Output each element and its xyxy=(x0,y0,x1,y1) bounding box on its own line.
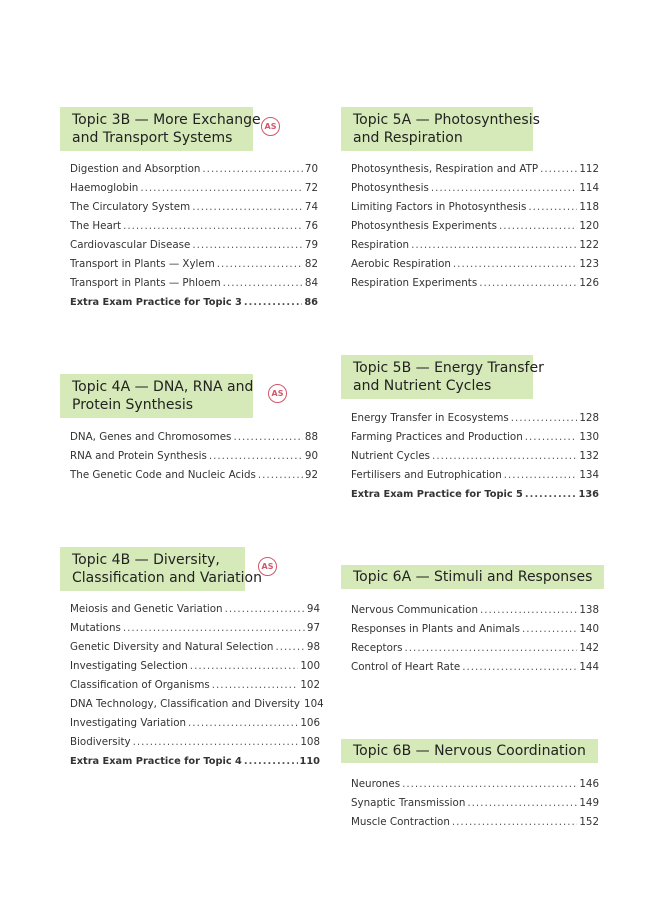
toc-entry[interactable] xyxy=(70,600,320,619)
section-topic-5b xyxy=(341,355,599,500)
entry-page: 122 xyxy=(579,239,599,251)
toc-entry-exam-practice[interactable] xyxy=(70,752,320,771)
entry-page: 134 xyxy=(579,469,599,481)
entry-page: 130 xyxy=(579,431,599,443)
topic-header xyxy=(341,355,599,397)
entry-label: Photosynthesis Experiments xyxy=(351,220,497,232)
entry-label: Photosynthesis xyxy=(351,182,429,194)
entry-label: Classification of Organisms xyxy=(70,679,210,691)
entry-list xyxy=(351,160,599,293)
entry-page: 100 xyxy=(300,660,320,672)
entry-page: 76 xyxy=(304,220,318,232)
entry-label: Photosynthesis, Respiration and ATP xyxy=(351,163,539,175)
toc-entry[interactable] xyxy=(70,676,320,695)
topic-title-line-1: Topic 6B — Nervous Coordination xyxy=(353,743,586,759)
entry-page: 86 xyxy=(304,297,318,308)
entry-label: Mutations xyxy=(70,622,121,634)
entry-page: 82 xyxy=(304,258,318,270)
section-topic-6a xyxy=(341,565,599,673)
entry-page: 136 xyxy=(578,489,599,500)
toc-entry[interactable] xyxy=(70,466,318,485)
toc-entry[interactable] xyxy=(70,695,324,714)
toc-entry[interactable] xyxy=(351,255,599,274)
as-level-badge-icon: AS xyxy=(261,117,280,136)
toc-entry[interactable] xyxy=(351,198,599,217)
entry-label: Respiration xyxy=(351,239,410,251)
toc-entry[interactable] xyxy=(351,658,599,677)
toc-entry-exam-practice[interactable] xyxy=(351,485,599,504)
toc-entry[interactable] xyxy=(351,160,599,179)
as-level-badge-icon: AS xyxy=(268,384,287,403)
entry-label: Haemoglobin xyxy=(70,182,139,194)
toc-entry[interactable] xyxy=(70,198,318,217)
topic-title-line-2: and Transport Systems xyxy=(72,130,233,146)
entry-page: 98 xyxy=(306,641,320,653)
entry-label: Digestion and Absorption xyxy=(70,163,201,175)
toc-entry[interactable] xyxy=(70,255,318,274)
toc-entry[interactable] xyxy=(351,794,599,813)
entry-label: The Genetic Code and Nucleic Acids xyxy=(70,469,256,481)
toc-entry[interactable] xyxy=(70,733,320,752)
toc-entry[interactable] xyxy=(70,638,320,657)
toc-entry[interactable] xyxy=(70,619,320,638)
toc-entry[interactable] xyxy=(351,274,599,293)
topic-title xyxy=(60,547,262,591)
topic-title xyxy=(60,374,253,418)
entry-page: 94 xyxy=(306,603,320,615)
entry-label: Extra Exam Practice for Topic 5 xyxy=(351,489,523,500)
section-topic-4b xyxy=(60,547,324,767)
toc-entry-exam-practice[interactable] xyxy=(70,293,318,312)
topic-title-line-1: Topic 3B — More Exchange xyxy=(72,112,261,128)
entry-label: Nutrient Cycles xyxy=(351,450,431,462)
entry-label: Control of Heart Rate xyxy=(351,661,461,673)
toc-entry[interactable] xyxy=(351,620,599,639)
entry-label: Transport in Plants — Phloem xyxy=(70,277,221,289)
toc-entry[interactable] xyxy=(351,639,599,658)
entry-page: 118 xyxy=(579,201,599,213)
toc-entry[interactable] xyxy=(70,179,318,198)
toc-entry[interactable] xyxy=(70,217,318,236)
entry-page: 102 xyxy=(300,679,320,691)
entry-page: 92 xyxy=(304,469,318,481)
entry-page: 114 xyxy=(579,182,599,194)
entry-label: Limiting Factors in Photosynthesis xyxy=(351,201,527,213)
entry-page: 149 xyxy=(579,797,599,809)
topic-title xyxy=(60,107,261,151)
entry-label: Genetic Diversity and Natural Selection xyxy=(70,641,274,653)
entry-label: Cardiovascular Disease xyxy=(70,239,191,251)
entry-label: Muscle Contraction xyxy=(351,816,450,828)
entry-page: 74 xyxy=(304,201,318,213)
entry-list xyxy=(351,409,599,504)
toc-entry[interactable] xyxy=(70,274,318,293)
entry-page: 146 xyxy=(579,778,599,790)
entry-label: Receptors xyxy=(351,642,403,654)
entry-page: 152 xyxy=(579,816,599,828)
entry-page: 97 xyxy=(306,622,320,634)
toc-entry[interactable] xyxy=(351,428,599,447)
entry-label: Energy Transfer in Ecosystems xyxy=(351,412,509,424)
entry-list xyxy=(70,160,318,312)
toc-entry[interactable] xyxy=(351,236,599,255)
topic-title-line-2: and Respiration xyxy=(353,130,463,146)
entry-page: 90 xyxy=(304,450,318,462)
entry-label: Aerobic Respiration xyxy=(351,258,451,270)
entry-page: 112 xyxy=(579,163,599,175)
entry-label: DNA, Genes and Chromosomes xyxy=(70,431,232,443)
entry-page: 88 xyxy=(304,431,318,443)
toc-entry[interactable] xyxy=(70,657,320,676)
entry-label: Respiration Experiments xyxy=(351,277,478,289)
entry-label: Investigating Selection xyxy=(70,660,188,672)
section-topic-3b xyxy=(60,107,318,308)
entry-label: Transport in Plants — Xylem xyxy=(70,258,215,270)
toc-entry[interactable] xyxy=(351,775,599,794)
entry-label: Biodiversity xyxy=(70,736,131,748)
entry-page: 110 xyxy=(299,756,320,767)
entry-page: 79 xyxy=(304,239,318,251)
topic-title xyxy=(341,565,604,589)
toc-entry[interactable] xyxy=(70,447,318,466)
toc-entry[interactable] xyxy=(351,179,599,198)
entry-page: 144 xyxy=(579,661,599,673)
entry-label: Farming Practices and Production xyxy=(351,431,523,443)
entry-label: Extra Exam Practice for Topic 3 xyxy=(70,297,242,308)
topic-title xyxy=(341,107,540,151)
section-topic-5a xyxy=(341,107,599,289)
entry-label: Responses in Plants and Animals xyxy=(351,623,520,635)
topic-title-line-2: Classification and Variation xyxy=(72,570,262,586)
topic-header xyxy=(341,565,599,591)
entry-label: Nervous Communication xyxy=(351,604,478,616)
entry-list xyxy=(351,775,599,832)
toc-entry[interactable] xyxy=(351,813,599,832)
entry-page: 106 xyxy=(300,717,320,729)
section-topic-4a xyxy=(60,374,318,481)
entry-label: Investigating Variation xyxy=(70,717,187,729)
entry-page: 140 xyxy=(579,623,599,635)
entry-page: 84 xyxy=(304,277,318,289)
topic-title xyxy=(341,739,598,763)
toc-entry[interactable] xyxy=(351,447,599,466)
entry-label: Neurones xyxy=(351,778,401,790)
entry-page: 128 xyxy=(579,412,599,424)
entry-label: RNA and Protein Synthesis xyxy=(70,450,207,462)
topic-title xyxy=(341,355,544,399)
toc-entry[interactable] xyxy=(351,217,599,236)
entry-label: Fertilisers and Eutrophication xyxy=(351,469,502,481)
entry-list xyxy=(351,601,599,677)
topic-title-line-2: Protein Synthesis xyxy=(72,397,194,413)
topic-title-line-2: and Nutrient Cycles xyxy=(353,378,492,394)
entry-label: Extra Exam Practice for Topic 4 xyxy=(70,756,242,767)
topic-header xyxy=(60,107,318,149)
topic-title-line-1: Topic 4B — Diversity, xyxy=(72,552,220,568)
topic-header xyxy=(60,547,320,589)
topic-title-line-1: Topic 6A — Stimuli and Responses xyxy=(353,569,593,585)
entry-label: Meiosis and Genetic Variation xyxy=(70,603,223,615)
entry-label: Synaptic Transmission xyxy=(351,797,466,809)
entry-page: 142 xyxy=(579,642,599,654)
topic-header xyxy=(341,739,599,765)
entry-page: 126 xyxy=(579,277,599,289)
topic-title-line-1: Topic 4A — DNA, RNA and xyxy=(72,379,254,395)
entry-page: 70 xyxy=(304,163,318,175)
entry-label: The Circulatory System xyxy=(70,201,191,213)
entry-page: 132 xyxy=(579,450,599,462)
entry-label: The Heart xyxy=(70,220,122,232)
entry-page: 120 xyxy=(579,220,599,232)
entry-label: DNA Technology, Classification and Diversity xyxy=(70,698,301,710)
topic-title-line-1: Topic 5B — Energy Transfer xyxy=(353,360,544,376)
entry-page: 108 xyxy=(300,736,320,748)
toc-entry[interactable] xyxy=(70,428,318,447)
entry-page: 123 xyxy=(579,258,599,270)
toc-entry[interactable] xyxy=(70,160,318,179)
as-level-badge-icon: AS xyxy=(258,557,277,576)
entry-page: 138 xyxy=(579,604,599,616)
topic-header xyxy=(341,107,599,149)
toc-entry[interactable] xyxy=(351,601,599,620)
toc-entry[interactable] xyxy=(70,714,320,733)
topic-header xyxy=(60,374,318,416)
toc-entry[interactable] xyxy=(351,409,599,428)
toc-entry[interactable] xyxy=(70,236,318,255)
toc-entry[interactable] xyxy=(351,466,599,485)
topic-title-line-1: Topic 5A — Photosynthesis xyxy=(353,112,540,128)
entry-page: 104 xyxy=(304,698,324,710)
section-topic-6b xyxy=(341,739,599,828)
entry-page: 72 xyxy=(304,182,318,194)
entry-list xyxy=(70,428,318,485)
entry-list xyxy=(70,600,324,771)
